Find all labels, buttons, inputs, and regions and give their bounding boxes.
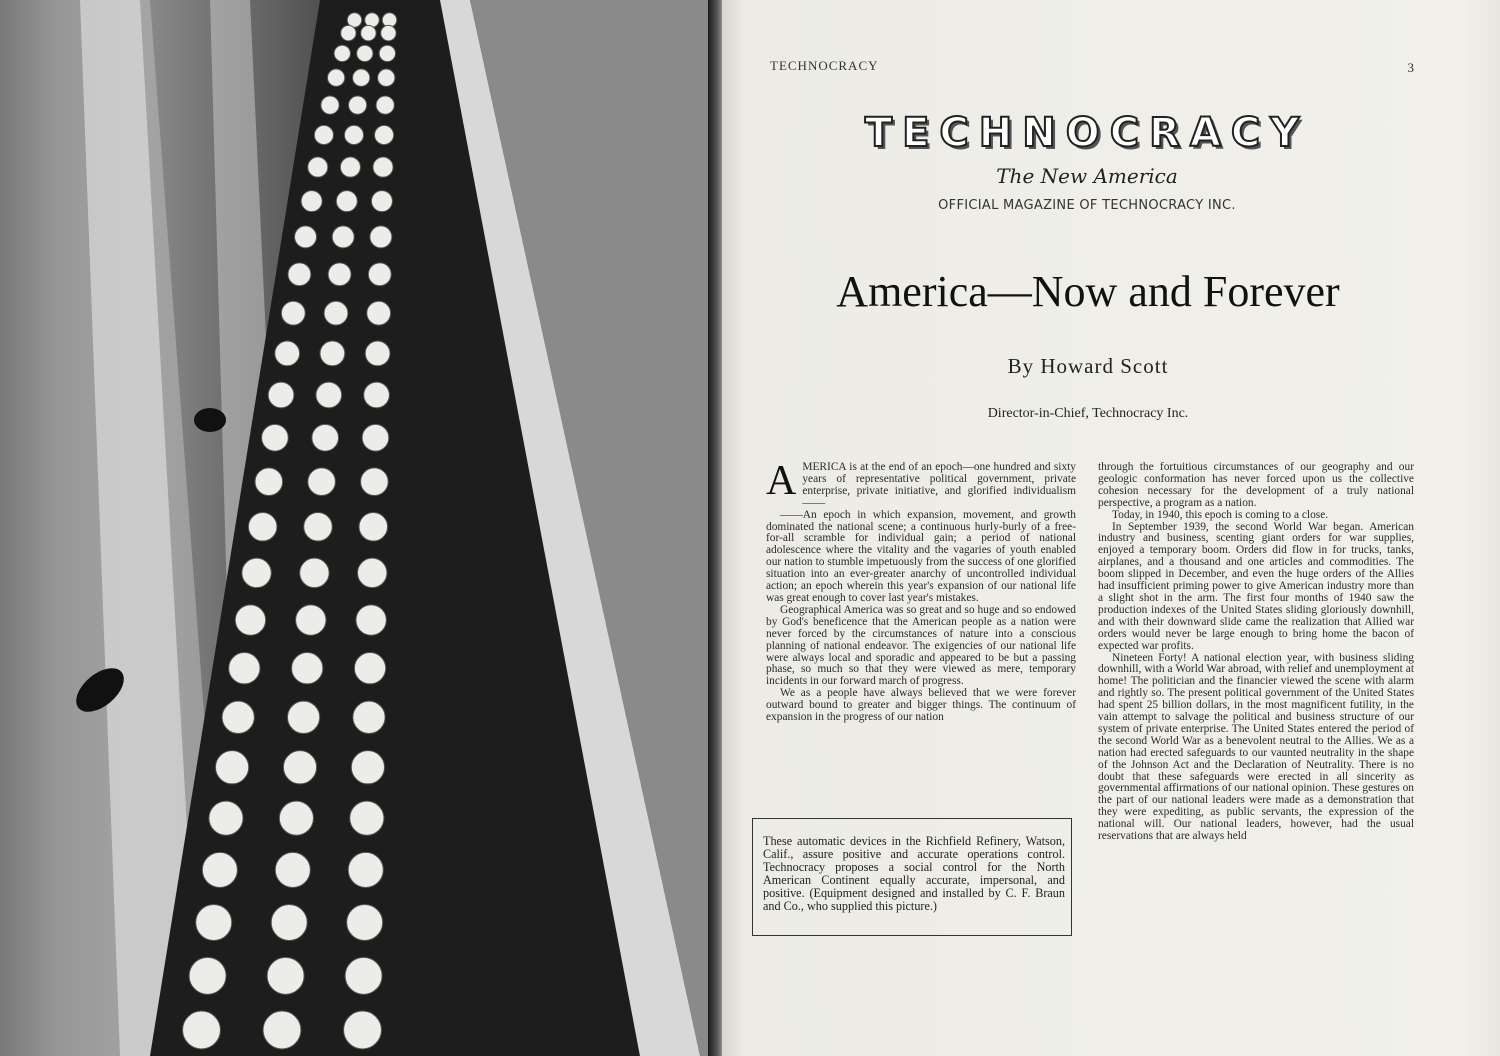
- gauge-dial: [271, 904, 307, 940]
- gauge-dial: [359, 513, 388, 542]
- gauge-dial: [308, 468, 336, 496]
- gauge-dial: [268, 382, 294, 408]
- paragraph-3: Geographical America was so great and so huge and so endowed by God's beneficence that the American people as a nation were never forced by the circumstances of nature into a conscious planning of national endeavor. The exigencies of our national life were always local and sporadic and appeared to be but a passing phase, so much so that they were viewed as mere, temporary incidents in our forward march of progress.: [766, 603, 1076, 688]
- gauge-dial: [376, 96, 394, 114]
- gauge-dial: [279, 801, 313, 835]
- masthead: [722, 110, 1452, 213]
- gauge-dial: [301, 191, 322, 212]
- gauge-dial: [351, 751, 384, 784]
- gauge-dial: [248, 513, 277, 542]
- paragraph-4: We as a people have always believed that we were forever outward bound to greater and bigger things. The continuum of expansion in the progress of our nation: [766, 687, 1076, 724]
- gauge-dial: [320, 341, 345, 366]
- gauge-dial: [344, 125, 363, 144]
- gauge-dial: [375, 125, 394, 144]
- masthead-subtitle: The New America: [996, 164, 1178, 188]
- gauge-dial: [378, 69, 395, 86]
- gauge-dial: [327, 69, 344, 86]
- gauge-dial: [345, 957, 382, 994]
- gauge-dial: [361, 25, 376, 40]
- byline: By Howard Scott: [1007, 354, 1169, 378]
- gauge-dial: [365, 341, 390, 366]
- gauge-dial: [350, 801, 384, 835]
- gauge-dial: [292, 653, 323, 684]
- gauge-dial: [275, 341, 300, 366]
- gauge-dial: [308, 157, 328, 177]
- gauge-dial: [296, 605, 326, 635]
- gauge-dial: [314, 125, 333, 144]
- gauge-dial: [356, 605, 386, 635]
- gauge-dial: [381, 25, 396, 40]
- gauge-dial: [312, 424, 339, 451]
- gauge-dial: [364, 382, 390, 408]
- gauge-dial: [367, 301, 391, 325]
- gauge-dial: [353, 69, 370, 86]
- paragraph-1: AMERICA is at the end of an epoch—one hundred and sixty years of representative political government, private enterprise, private initiative, and glorified individualism——: [766, 458, 1076, 509]
- gauge-dial: [353, 701, 385, 733]
- gauge-dial: [321, 96, 339, 114]
- gauge-dial: [379, 45, 395, 61]
- paragraph-7: In September 1939, the second World War began. American industry and business, scenting giant orders for war supplies, enjoyed a temporary boom. Orders did flow in for trucks, tanks, airplanes, and a thousand and one articles and commodities. The boom slipped in December, and even the huge orders of the Allies had insufficient priming power to give American industry more than a slight shot in the arm. The first four months of 1940 saw the production indexes of the United States sliding gloriously downhill, and with their downward slide came the realization that Allied war orders would never be large enough to bring home the bacon of expected war profits.: [1098, 520, 1414, 652]
- gauge-dial: [275, 852, 310, 887]
- gauge-dial: [196, 904, 232, 940]
- gauge-dial: [202, 852, 237, 887]
- gauge-dial: [357, 558, 386, 587]
- gauge-dial: [354, 653, 385, 684]
- control-panel-photo: [0, 0, 718, 1056]
- gauge-dial: [283, 751, 316, 784]
- gauge-dial: [215, 751, 248, 784]
- gauge-dial: [304, 513, 333, 542]
- gauge-dial: [336, 191, 357, 212]
- gauge-dial: [288, 263, 311, 286]
- gauge-dial: [347, 904, 383, 940]
- gauge-dial: [316, 382, 342, 408]
- gauge-dial: [281, 301, 305, 325]
- gauge-dial: [242, 558, 271, 587]
- gauge-dial: [209, 801, 243, 835]
- gauge-dial: [361, 468, 389, 496]
- gauge-dial: [340, 157, 360, 177]
- gauge-dial: [328, 263, 351, 286]
- paragraph-6: Today, in 1940, this epoch is coming to a close.: [1112, 508, 1329, 521]
- author-role: Director-in-Chief, Technocracy Inc.: [987, 406, 1189, 421]
- page-number: 3: [1407, 60, 1414, 75]
- gauge-dial: [263, 1011, 301, 1049]
- gauge-dial: [341, 25, 356, 40]
- gauge-dial: [267, 957, 304, 994]
- drop-cap: A: [766, 458, 797, 504]
- gauge-dial: [362, 424, 389, 451]
- gauge-dial: [287, 701, 319, 733]
- gauge-dial: [370, 226, 392, 248]
- gauge-dial: [348, 96, 366, 114]
- gauge-dial: [183, 1011, 221, 1049]
- gauge-dial: [255, 468, 283, 496]
- gauge-dial: [229, 653, 260, 684]
- gauge-dial: [334, 45, 350, 61]
- gauge-dial: [324, 301, 348, 325]
- masthead-title: TECHNOCRACY: [864, 110, 1310, 156]
- article-page: [722, 0, 1500, 1056]
- article-column-left: [766, 458, 1076, 724]
- paragraph-2: ——An epoch in which expansion, movement, and growth dominated the national scene; a continuous hurly-burly of a free-for-all scramble for individual gain; a period of national adolescence where the vitality and the vagaries of youth enabled our nation to stumble impetuously from the success of one glorified situation into an ever-greater anarchy of uncontrolled individual action; an epoch wherein this year's expansion of our national life was great enough to cover last year's mistakes.: [766, 508, 1076, 604]
- gauge-dial: [357, 45, 373, 61]
- photo-caption-box: [752, 818, 1072, 936]
- gauge-dial: [371, 191, 392, 212]
- gauge-dial: [235, 605, 265, 635]
- gauge-dial: [222, 701, 254, 733]
- gauge-dial: [262, 424, 289, 451]
- gauge-dial: [332, 226, 354, 248]
- gauge-dial: [189, 957, 226, 994]
- paragraph-8: Nineteen Forty! A national election year, with business sliding downhill, with a World War abroad, with relief and unemployment at home! The politician and the financier viewed the scene with alarm and rightly so. The present political government of the United States had spent 25 billion dollars, in the most magnificent futility, in the vain attempt to salvage the political and business structure of our system of private enterprise. The United States entered the period of the second World War as a benevolent neutral to the Allies. We as a nation had erected safeguards to our vaunted neutrality in the shape of the Johnson Act and the Declaration of Neutrality. There is no doubt that these safeguards were erected in all sincerity as governmental affirmations of our national opinion. These gestures on the part of our national leaders were made as a demonstration that they were expediting, as public servants, the expression of the national will. Our national leaders, however, had the usual reservations that are always held: [1098, 651, 1414, 843]
- masthead-official-line: OFFICIAL MAGAZINE OF TECHNOCRACY INC.: [938, 198, 1236, 213]
- gauge-dial: [348, 852, 383, 887]
- paragraph-5: through the fortuitious circumstances of our geography and our geologic conformation has never forced upon us the collective cohesion necessary for the development of a truly national perspective, a program as a nation.: [1098, 461, 1414, 509]
- running-head: TECHNOCRACY: [770, 58, 879, 73]
- article-title: America—Now and Forever: [836, 267, 1340, 316]
- photo-caption: These automatic devices in the Richfield Refinery, Watson, Calif., assure positive and accurate operations control. Technocracy proposes a social control for the North American Continent equally accurate, impersonal, and positive. (Equipment designed and installed by C. F. Braun and Co., who supplied this picture.): [763, 834, 1065, 913]
- gauge-dial: [295, 226, 317, 248]
- control-panel-illustration: [0, 0, 718, 1056]
- article-column-right: [1098, 462, 1414, 843]
- gauge-dial: [344, 1011, 382, 1049]
- gauge-dial: [300, 558, 329, 587]
- gauge-dial: [368, 263, 391, 286]
- gauge-dial: [373, 157, 393, 177]
